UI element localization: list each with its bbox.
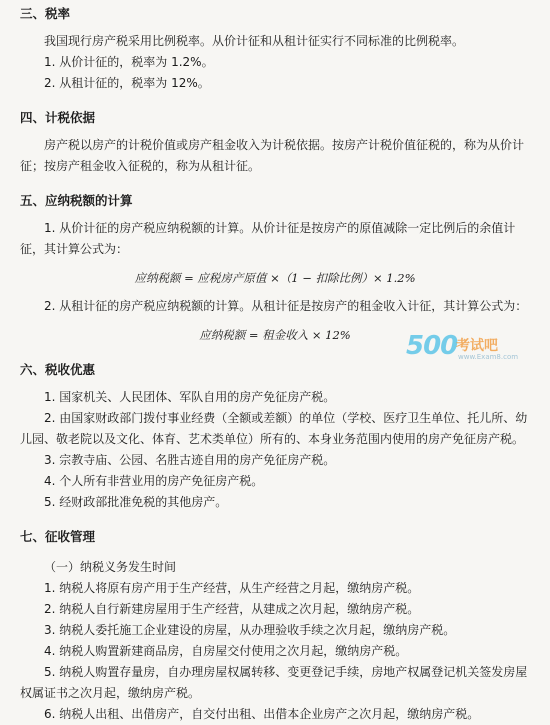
formula-rent: 应纳税额 = 租金收入 × 12% [199,328,351,342]
watermark-url: www.Exam8.com [458,353,519,361]
administration-item-5: 5. 纳税人购置存量房，自办理房屋权属转移、变更登记手续，房地产权属登记机关签发房屋权属证书之次月起，缴纳房产税。 [20,665,528,700]
administration-item-1: 1. 纳税人将原有房产用于生产经营，从生产经营之月起，缴纳房产税。 [44,581,420,595]
formula-ad-valorem: 应纳税额 = 应税房产原值 ×（1 − 扣除比例）× 1.2% [134,271,416,285]
preference-item-1: 1. 国家机关、人民团体、军队自用的房产免征房产税。 [44,390,336,404]
watermark-text: 考试吧 [456,338,498,354]
calculation-item-2: 2. 从租计征的房产税应纳税额的计算。从租计征是按房产的租金收入计征，其计算公式为： [44,299,528,313]
preference-item-4: 4. 个人所有非营业用的房产免征房产税。 [44,474,264,488]
preference-item-5: 5. 经财政部批准免税的其他房产。 [44,495,228,509]
watermark-number: 500 [406,331,458,361]
tax-rate-item-1: 1. 从价计征的，税率为 1.2%。 [44,55,214,69]
section-heading-administration: 七、征收管理 [20,529,96,544]
exam8-watermark-logo [406,331,546,371]
administration-item-4: 4. 纳税人购置新建商品房，自房屋交付使用之次月起，缴纳房产税。 [44,644,408,658]
administration-subheading: （一）纳税义务发生时间 [44,560,177,574]
administration-item-2: 2. 纳税人自行新建房屋用于生产经营，从建成之次月起，缴纳房产税。 [44,602,420,616]
administration-item-6: 6. 纳税人出租、出借房产，自交付出租、出借本企业房产之次月起，缴纳房产税。 [44,707,480,721]
tax-rate-item-2: 2. 从租计征的，税率为 12%。 [44,76,210,90]
section-heading-preferences: 六、税收优惠 [20,362,96,377]
tax-rate-intro: 我国现行房产税采用比例税率。从价计征和从租计征实行不同标准的比例税率。 [44,34,465,48]
basis-paragraph: 房产税以房产的计税价值或房产租金收入为计税依据。按房产计税价值征税的，称为从价计征；按房产租金收入征税的，称为从租计征。 [20,138,525,173]
calculation-item-1: 1. 从价计征的房产税应纳税额的计算。从价计征是按房产的原值减除一定比例后的余值计征，其计算公式为： [20,221,516,256]
section-heading-basis: 四、计税依据 [20,110,96,125]
preference-item-2: 2. 由国家财政部门拨付事业经费（全额或差额）的单位（学校、医疗卫生单位、托儿所、幼儿园、敬老院以及文化、体育、艺术类单位）所有的、本身业务范围内使用的房产免征房产税。 [20,411,528,446]
preference-item-3: 3. 宗教寺庙、公园、名胜古迹自用的房产免征房产税。 [44,453,336,467]
section-heading-tax-rate: 三、税率 [20,6,71,21]
administration-item-3: 3. 纳税人委托施工企业建设的房屋，从办理验收手续之次月起，缴纳房产税。 [44,623,456,637]
section-heading-calculation: 五、应纳税额的计算 [20,193,133,208]
